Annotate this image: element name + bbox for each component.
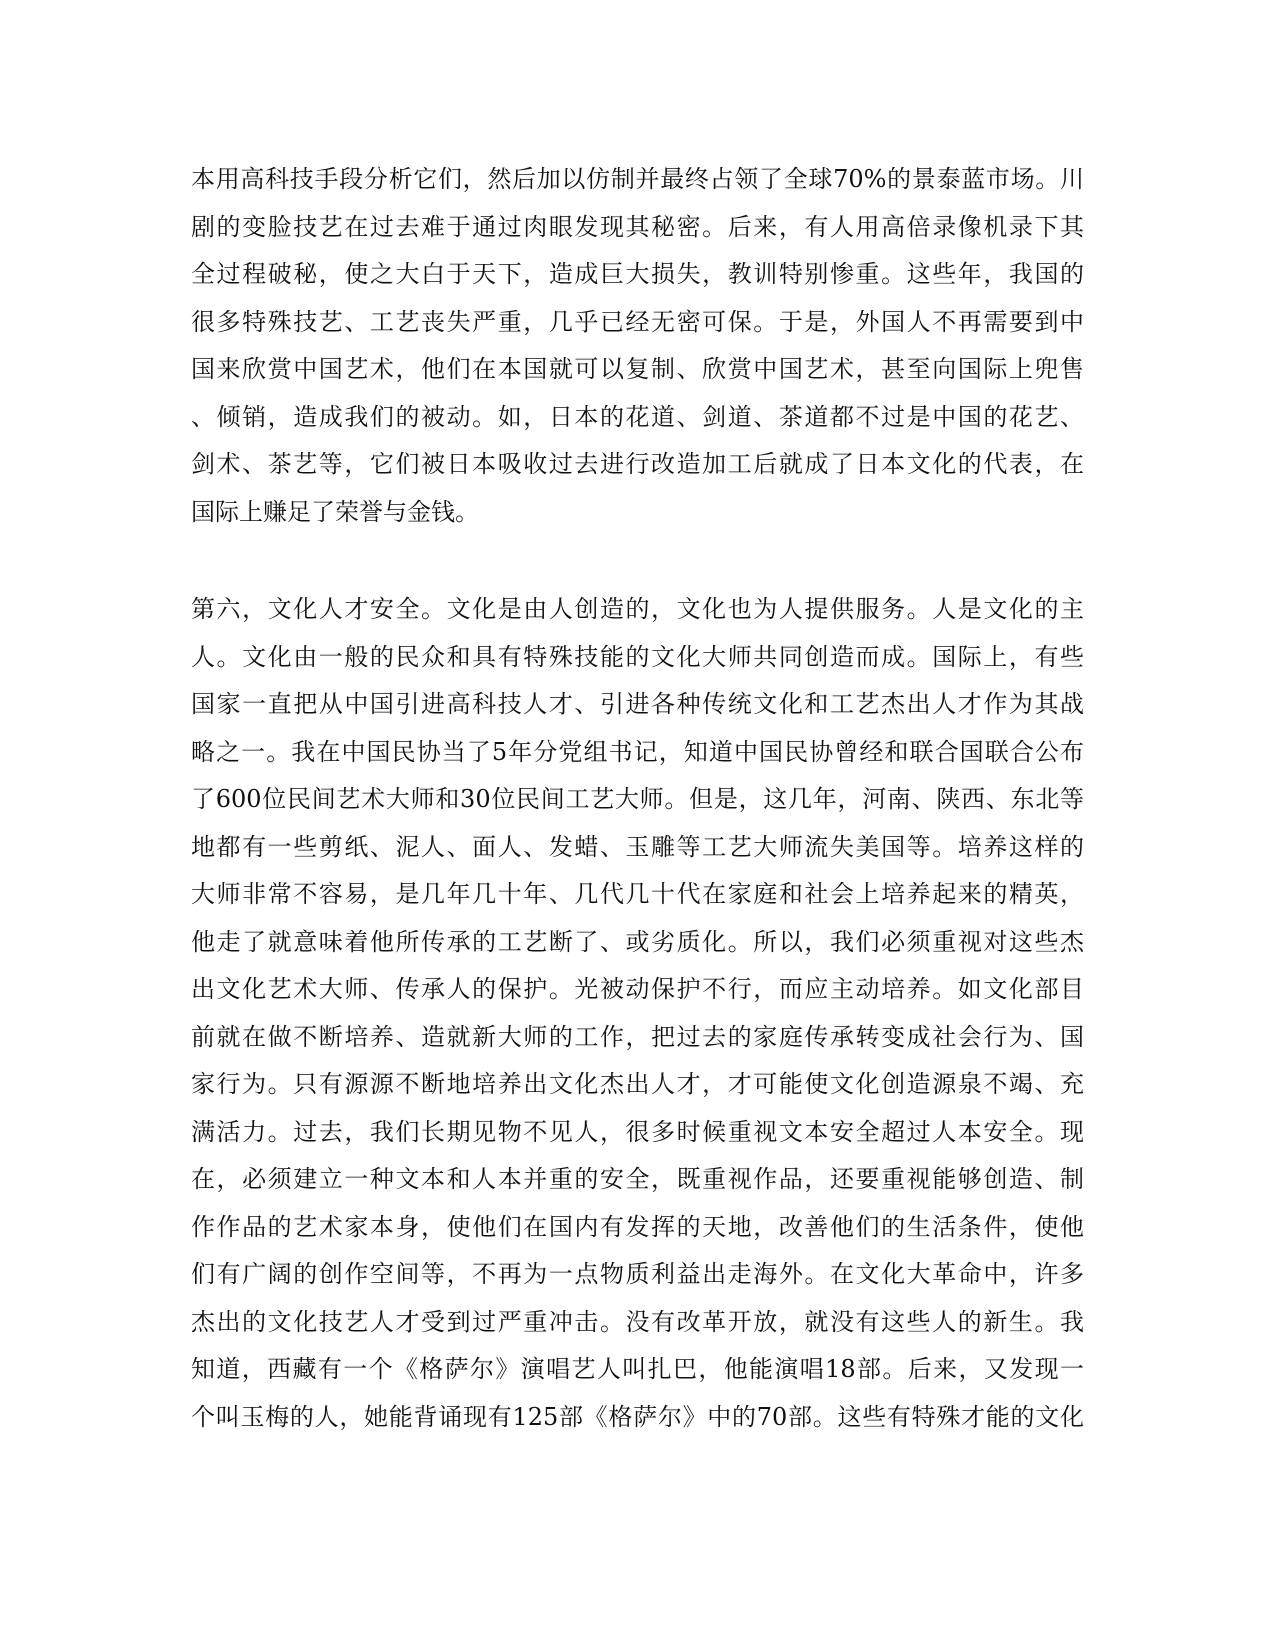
text-line: 人。文化由一般的民众和具有特殊技能的文化大师共同创造而成。国际上，有些 — [191, 642, 1084, 671]
paragraph-cultural-talent-security — [191, 586, 1084, 1441]
text-line: 地都有一些剪纸、泥人、面人、发蜡、玉雕等工艺大师流失美国等。培养这样的 — [191, 832, 1084, 861]
text-line: 他走了就意味着他所传承的工艺断了、或劣质化。所以，我们必须重视对这些杰 — [191, 927, 1084, 956]
text-line: 出文化艺术大师、传承人的保护。光被动保护不行，而应主动培养。如文化部目 — [191, 975, 1084, 1003]
text-line: 全过程破秘，使之大白于天下，造成巨大损失，教训特别惨重。这些年，我国的 — [191, 260, 1084, 288]
text-line: 知道，西藏有一个《格萨尔》演唱艺人叫扎巴，他能演唱18部。后来，又发现一 — [191, 1355, 1084, 1383]
text-line: 们有广阔的创作空间等，不再为一点物质利益出走海外。在文化大革命中，许多 — [191, 1260, 1084, 1288]
text-line: 略之一。我在中国民协当了5年分党组书记，知道中国民协曾经和联合国联合公布 — [191, 737, 1084, 766]
text-line: 第六，文化人才安全。文化是由人创造的，文化也为人提供服务。人是文化的主 — [191, 595, 1084, 623]
text-line: 在，必须建立一种文本和人本并重的安全，既重视作品，还要重视能够创造、制 — [191, 1165, 1084, 1193]
text-line: 了600位民间艺术大师和30位民间工艺大师。但是，这几年，河南、陕西、东北等 — [191, 785, 1084, 813]
text-line: 家行为。只有源源不断地培养出文化杰出人才，才可能使文化创造源泉不竭、充 — [191, 1070, 1084, 1098]
text-line: 个叫玉梅的人，她能背诵现有125部《格萨尔》中的70部。这些有特殊才能的文化 — [191, 1402, 1084, 1431]
text-line: 剧的变脸技艺在过去难于通过肉眼发现其秘密。后来，有人用高倍录像机录下其 — [191, 212, 1084, 241]
text-line: 大师非常不容易，是几年几十年、几代几十代在家庭和社会上培养起来的精英， — [191, 880, 1084, 908]
text-line: 剑术、茶艺等，它们被日本吸收过去进行改造加工后就成了日本文化的代表，在 — [191, 450, 1084, 478]
text-line: 很多特殊技艺、工艺丧失严重，几乎已经无密可保。于是，外国人不再需要到中 — [191, 307, 1084, 336]
text-line: 国际上赚足了荣誉与金钱。 — [191, 497, 479, 526]
paragraph-cloisonne-and-crafts — [191, 156, 1084, 536]
text-line: 杰出的文化技艺人才受到过严重冲击。没有改革开放，就没有这些人的新生。我 — [191, 1307, 1084, 1336]
text-line: 国来欣赏中国艺术，他们在本国就可以复制、欣赏中国艺术，甚至向国际上兜售 — [191, 355, 1084, 383]
text-line: 前就在做不断培养、造就新大师的工作，把过去的家庭传承转变成社会行为、国 — [191, 1022, 1084, 1051]
text-line: 作作品的艺术家本身，使他们在国内有发挥的天地，改善他们的生活条件，使他 — [191, 1212, 1084, 1241]
text-line: 满活力。过去，我们长期见物不见人，很多时候重视文本安全超过人本安全。现 — [191, 1117, 1084, 1146]
text-line: 国家一直把从中国引进高科技人才、引进各种传统文化和工艺杰出人才作为其战 — [191, 690, 1084, 718]
text-line: 、倾销，造成我们的被动。如，日本的花道、剑道、茶道都不过是中国的花艺、 — [191, 402, 1084, 431]
text-line: 本用高科技手段分析它们，然后加以仿制并最终占领了全球70%的景泰蓝市场。川 — [191, 165, 1084, 193]
